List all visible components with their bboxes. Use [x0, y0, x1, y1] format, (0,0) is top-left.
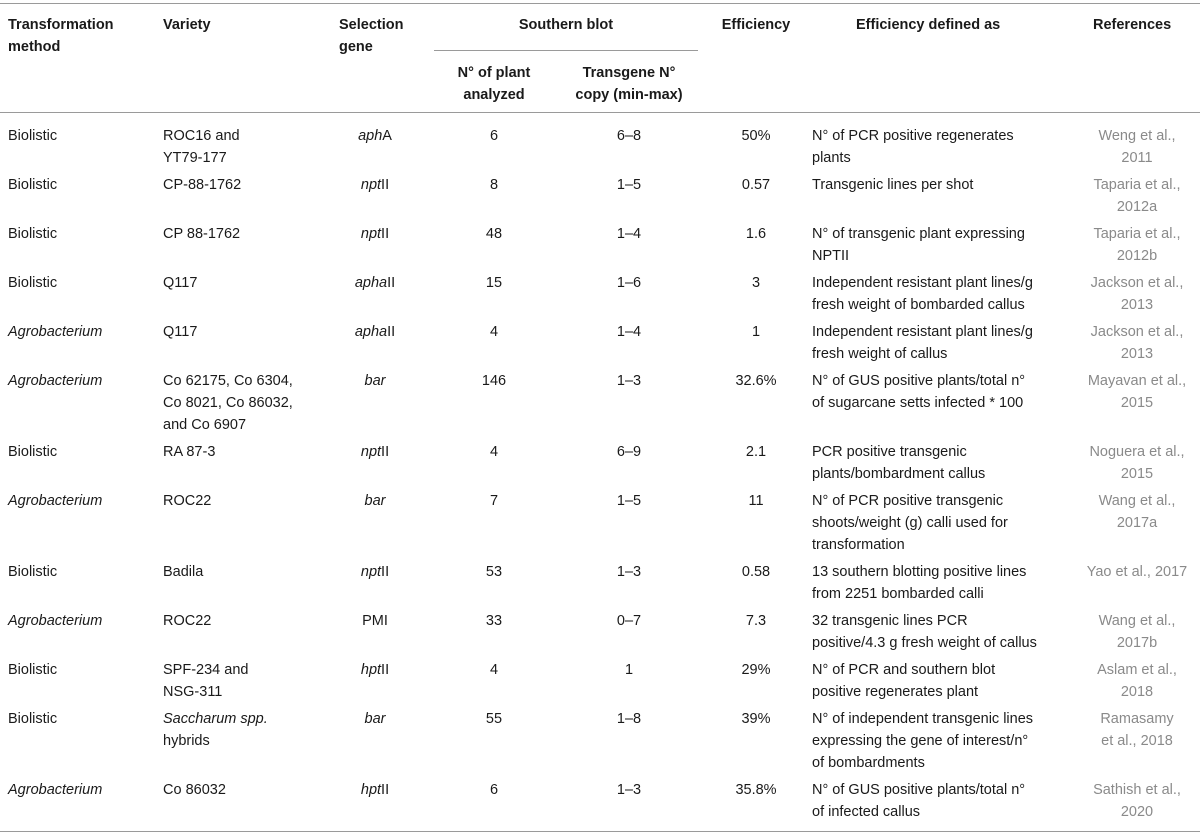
cell-method: Biolistic — [8, 711, 58, 727]
variety-text: ROC16 and YT79-177 — [163, 128, 240, 166]
cell-copy-number: 1–3 — [616, 782, 642, 798]
cell-plants-analyzed: 6 — [489, 782, 499, 798]
gene-suffix: II — [381, 662, 390, 678]
gene-suffix: II — [381, 782, 390, 798]
header-rule — [0, 112, 1200, 113]
cell-efficiency: 32.6% — [735, 373, 777, 389]
cell-efficiency-defined: 13 southern blotting positive lines from 2251 bombarded calli — [812, 564, 1027, 602]
cell-reference: Noguera et al., 2015 — [1089, 444, 1185, 482]
cell-efficiency: 35.8% — [735, 782, 777, 798]
cell-plants-analyzed: 4 — [489, 444, 499, 460]
gene-italic: bar — [364, 711, 386, 727]
cell-selection-gene — [320, 659, 430, 681]
cell-selection-gene — [320, 779, 430, 801]
cell-efficiency-defined: N° of GUS positive plants/total n° of sugarcane setts infected * 100 — [812, 373, 1026, 411]
cell-selection-gene — [320, 708, 430, 730]
gene-suffix: II — [387, 275, 396, 291]
cell-efficiency-defined: N° of independent transgenic lines expressing the gene of interest/n° of bombardments — [812, 711, 1034, 771]
cell-selection-gene — [320, 490, 430, 512]
cell-method: Biolistic — [8, 564, 58, 580]
cell-efficiency: 2.1 — [745, 444, 767, 460]
cell-efficiency: 1.6 — [745, 226, 767, 242]
cell-variety — [163, 223, 240, 245]
cell-efficiency-defined: N° of transgenic plant expressing NPTII — [812, 226, 1025, 264]
cell-selection-gene — [320, 610, 430, 632]
cell-copy-number: 0–7 — [616, 613, 642, 629]
gene-italic: apha — [354, 275, 388, 291]
header-plants-analyzed: N° of plant analyzed — [457, 65, 531, 103]
cell-reference: Wang et al., 2017b — [1098, 613, 1176, 651]
cell-method: Agrobacterium — [8, 324, 103, 340]
cell-copy-number: 1–8 — [616, 711, 642, 727]
cell-variety — [163, 272, 197, 294]
cell-plants-analyzed: 146 — [481, 373, 507, 389]
cell-efficiency: 50% — [741, 128, 771, 144]
cell-variety — [163, 490, 211, 512]
gene-italic: hpt — [360, 782, 382, 798]
cell-efficiency-defined: N° of PCR positive regenerates plants — [812, 128, 1014, 166]
cell-selection-gene — [320, 174, 430, 196]
header-method: Transformation method — [8, 17, 114, 55]
gene-italic: aph — [358, 128, 383, 144]
header-variety: Variety — [163, 17, 211, 33]
cell-copy-number: 1–5 — [616, 177, 642, 193]
gene-italic: npt — [360, 177, 382, 193]
cell-copy-number: 6–8 — [616, 128, 642, 144]
cell-efficiency-defined: Independent resistant plant lines/g fresh weight of callus — [812, 324, 1033, 362]
cell-copy-number: 1–5 — [616, 493, 642, 509]
gene-italic: npt — [360, 444, 382, 460]
cell-selection-gene — [320, 125, 430, 147]
header-copy-number: Transgene N° copy (min-max) — [575, 65, 683, 103]
cell-selection-gene — [320, 370, 430, 392]
cell-variety — [163, 610, 211, 632]
cell-reference: Mayavan et al., 2015 — [1087, 373, 1187, 411]
cell-plants-analyzed: 4 — [489, 324, 499, 340]
cell-copy-number: 1–4 — [616, 324, 642, 340]
cell-reference: Taparia et al., 2012a — [1093, 177, 1181, 215]
gene-suffix: II — [381, 226, 390, 242]
cell-plants-analyzed: 8 — [489, 177, 499, 193]
gene-suffix: II — [381, 564, 390, 580]
cell-efficiency: 0.57 — [741, 177, 771, 193]
cell-efficiency: 11 — [748, 493, 764, 509]
cell-method: Agrobacterium — [8, 613, 103, 629]
bottom-rule — [0, 831, 1200, 832]
gene-suffix: A — [382, 128, 392, 144]
variety-text: Saccharum spp. — [163, 711, 268, 727]
cell-efficiency-defined: N° of PCR and southern blot positive regenerates plant — [812, 662, 996, 700]
cell-plants-analyzed: 48 — [485, 226, 503, 242]
header-references: References — [1093, 17, 1172, 33]
cell-variety — [163, 561, 203, 583]
cell-reference: Sathish et al., 2020 — [1093, 782, 1181, 820]
cell-plants-analyzed: 15 — [485, 275, 503, 291]
variety-text: ROC22 — [163, 613, 212, 629]
cell-reference: Ramasamy et al., 2018 — [1100, 711, 1174, 749]
cell-copy-number: 1 — [624, 662, 634, 678]
cell-variety — [163, 174, 241, 196]
cell-variety — [163, 708, 268, 752]
cell-variety — [163, 370, 293, 436]
cell-reference: Jackson et al., 2013 — [1090, 324, 1184, 362]
cell-plants-analyzed: 53 — [485, 564, 503, 580]
cell-variety — [163, 659, 248, 703]
cell-efficiency-defined: N° of PCR positive transgenic shoots/weight (g) calli used for transformation — [812, 493, 1008, 553]
cell-variety — [163, 441, 215, 463]
variety-text: ROC22 — [163, 493, 212, 509]
cell-efficiency-defined: Transgenic lines per shot — [812, 177, 974, 193]
variety-text: Q117 — [163, 324, 198, 340]
cell-reference: Yao et al., 2017 — [1086, 564, 1188, 580]
cell-efficiency: 0.58 — [741, 564, 771, 580]
variety-text: Badila — [163, 564, 204, 580]
cell-copy-number: 6–9 — [616, 444, 642, 460]
cell-variety — [163, 779, 226, 801]
cell-selection-gene — [320, 223, 430, 245]
cell-plants-analyzed: 33 — [485, 613, 503, 629]
cell-efficiency-defined: 32 transgenic lines PCR positive/4.3 g fresh weight of callus — [812, 613, 1037, 651]
cell-copy-number: 1–3 — [616, 373, 642, 389]
cell-efficiency: 1 — [751, 324, 761, 340]
variety-text: CP-88-1762 — [163, 177, 242, 193]
cell-efficiency-defined: Independent resistant plant lines/g fresh weight of bombarded callus — [812, 275, 1033, 313]
variety-text: CP 88-1762 — [163, 226, 241, 242]
southern-blot-rule — [434, 50, 698, 51]
cell-efficiency: 7.3 — [745, 613, 767, 629]
gene-italic: npt — [360, 226, 382, 242]
cell-variety — [163, 125, 240, 169]
header-southern-blot: Southern blot — [518, 17, 614, 33]
cell-copy-number: 1–3 — [616, 564, 642, 580]
cell-method: Biolistic — [8, 226, 58, 242]
cell-method: Agrobacterium — [8, 493, 103, 509]
cell-variety — [163, 321, 197, 343]
variety-text: RA 87-3 — [163, 444, 216, 460]
gene-suffix: PMI — [362, 613, 388, 629]
gene-suffix: II — [381, 177, 390, 193]
cell-selection-gene — [320, 441, 430, 463]
cell-method: Biolistic — [8, 177, 58, 193]
cell-efficiency: 29% — [741, 662, 771, 678]
cell-method: Biolistic — [8, 128, 58, 144]
cell-plants-analyzed: 55 — [485, 711, 503, 727]
variety-text-2: hybrids — [163, 733, 210, 749]
cell-selection-gene — [320, 561, 430, 583]
cell-plants-analyzed: 4 — [489, 662, 499, 678]
cell-reference: Taparia et al., 2012b — [1093, 226, 1181, 264]
cell-efficiency-defined: N° of GUS positive plants/total n° of infected callus — [812, 782, 1026, 820]
gene-italic: bar — [364, 373, 386, 389]
header-efficiency-defined: Efficiency defined as — [856, 17, 1001, 33]
cell-selection-gene — [320, 272, 430, 294]
cell-selection-gene — [320, 321, 430, 343]
gene-italic: bar — [364, 493, 386, 509]
cell-copy-number: 1–4 — [616, 226, 642, 242]
cell-reference: Wang et al., 2017a — [1098, 493, 1176, 531]
cell-method: Agrobacterium — [8, 782, 103, 798]
cell-method: Biolistic — [8, 444, 58, 460]
gene-italic: hpt — [360, 662, 382, 678]
top-rule — [0, 3, 1200, 4]
cell-efficiency-defined: PCR positive transgenic plants/bombardment callus — [812, 444, 986, 482]
gene-italic: npt — [360, 564, 382, 580]
variety-text: SPF-234 and NSG-311 — [163, 662, 249, 700]
cell-method: Biolistic — [8, 662, 58, 678]
cell-copy-number: 1–6 — [616, 275, 642, 291]
cell-reference: Jackson et al., 2013 — [1090, 275, 1184, 313]
gene-italic: apha — [354, 324, 388, 340]
cell-method: Biolistic — [8, 275, 58, 291]
cell-efficiency: 39% — [741, 711, 771, 727]
variety-text: Co 86032 — [163, 782, 226, 798]
gene-suffix: II — [387, 324, 396, 340]
gene-suffix: II — [381, 444, 390, 460]
header-selection-gene: Selection gene — [339, 17, 404, 55]
cell-reference: Weng et al., 2011 — [1098, 128, 1176, 166]
cell-plants-analyzed: 7 — [489, 493, 499, 509]
cell-efficiency: 3 — [751, 275, 761, 291]
cell-reference: Aslam et al., 2018 — [1097, 662, 1177, 700]
cell-method: Agrobacterium — [8, 373, 103, 389]
variety-text: Q117 — [163, 275, 198, 291]
header-efficiency: Efficiency — [721, 17, 791, 33]
cell-plants-analyzed: 6 — [489, 128, 499, 144]
variety-text: Co 62175, Co 6304, Co 8021, Co 86032, and Co 6907 — [163, 373, 293, 433]
